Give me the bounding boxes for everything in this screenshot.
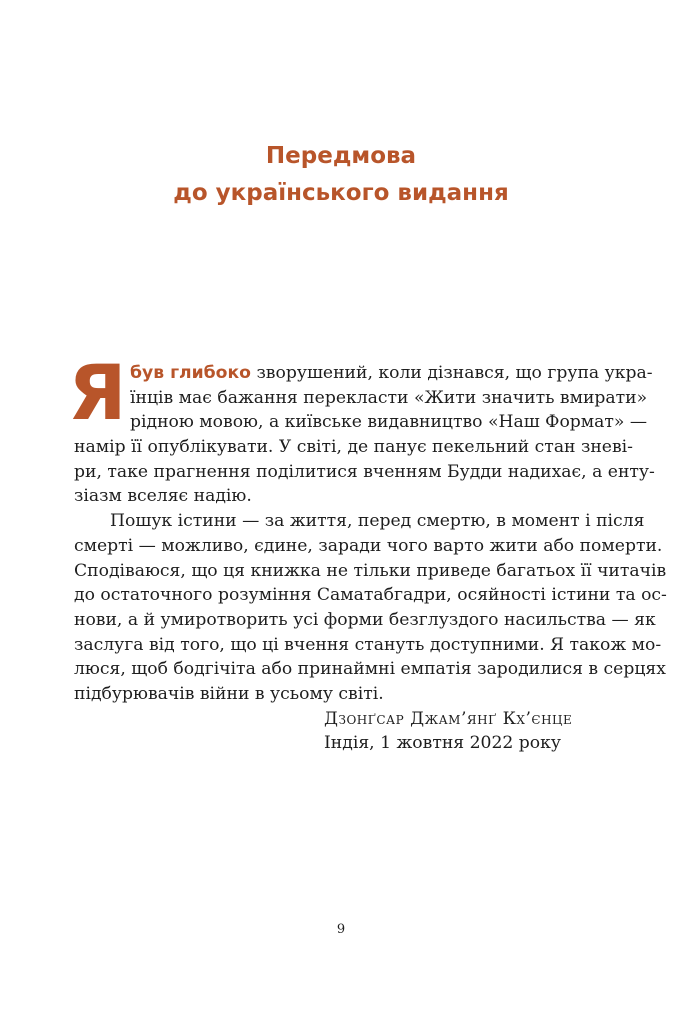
heading-line-1: Передмова: [265, 143, 417, 169]
drop-cap: Я: [68, 348, 127, 437]
signature-author: Дзонґсар Джам’янґ Кх’єнце: [324, 709, 573, 729]
text-line: нови, а й умиротворить усі форми безглуздого насильства — як: [74, 610, 656, 630]
text-line: Пошук істини — за життя, перед смертю, в момент і після: [110, 511, 645, 531]
text-line: рідною мовою, а київське видавництво «Наш Формат» —: [130, 412, 648, 432]
lead-in-text: був глибоко: [130, 363, 251, 383]
chapter-heading: [0, 138, 682, 212]
text-line: Сподіваюся, що ця книжка не тільки приведе багатьох її читачів: [74, 561, 667, 581]
text-line: [130, 361, 653, 386]
text-line: зіазм вселяє надію.: [74, 486, 252, 506]
text-line: до остаточного розуміння Саматабгадри, осяйності істини та ос-: [74, 585, 667, 605]
heading-line-2: до українського видання: [173, 180, 509, 206]
text-line: люся, щоб бодгічіта або принаймні емпатія зародилися в серцях: [74, 659, 666, 679]
text-line: підбурювачів війни в усьому світі.: [74, 684, 384, 704]
text-line: смерті — можливо, єдине, заради чого варто жити або померти.: [74, 536, 663, 556]
signature-place-date: Індія, 1 жовтня 2022 року: [324, 733, 562, 753]
text-line: ри, таке прагнення поділитися вченням Будди надихає, а енту-: [74, 462, 655, 482]
text-line: намір її опублікувати. У світі, де панує пекельний стан зневі-: [74, 437, 633, 457]
text-line: заслуга від того, що ці вчення стануть доступними. Я також мо-: [74, 635, 662, 655]
page-number: 9: [336, 922, 346, 937]
text-line-content: зворушений, коли дізнався, що група укра-: [256, 363, 653, 383]
text-line: їнців має бажання перекласти «Жити значить вмирати»: [130, 388, 648, 408]
